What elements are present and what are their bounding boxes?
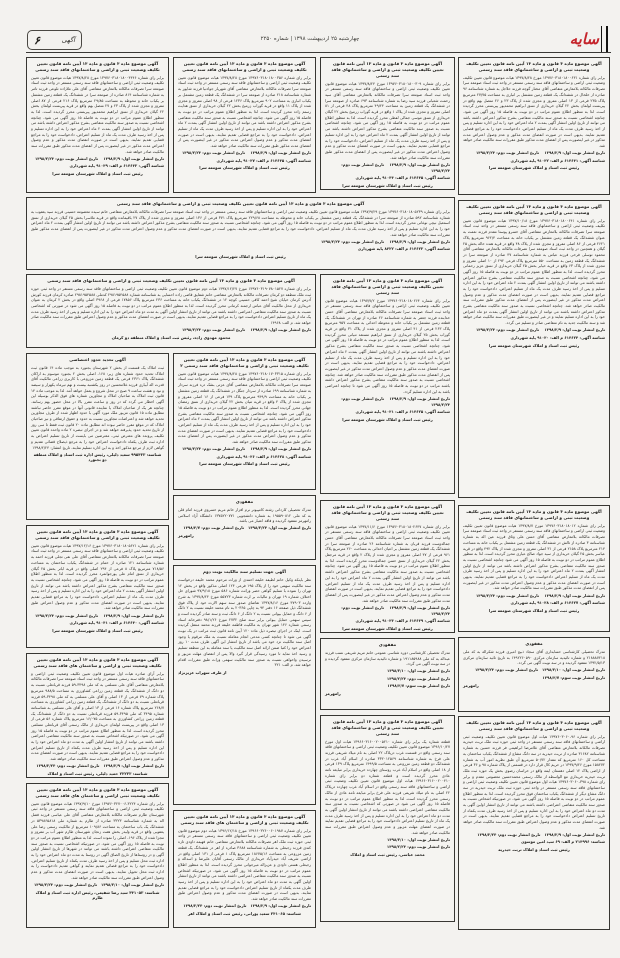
notice-dates: تاریخ انتشار نوبت اول: ۱۳۹۸/۲/۱۰ تاریخ انتشار نوبت دوم: ۱۳۹۸/۲/۲۴ <box>33 881 164 887</box>
notice-title: مفقودی <box>525 641 543 646</box>
notice-title: آگهی موضوع ماده ۳ قانون و ماده ۱۳ آیین نامه قانون تعیین تکلیف وضعیت ثبتی و اراضی و ساختمانهای فاقد سند رسمی <box>466 204 602 215</box>
notice-title: آگهی موضوع ماده ۳ قانون و ماده ۱۳ آیین نامه قانون تعیین تکلیف وضعیت ثبتی و اراضی و ساختمانهای فاقد سند رسمی <box>331 504 444 521</box>
notice-dates: تاریخ انتشار نوبت اول: ۱۳۹۸/۲/۹ تاریخ انتشار نوبت دوم: ۱۳۹۸/۲/۲۴ <box>477 831 605 837</box>
notice-body: ثبت املاک یک قسمت از بخش ۲ شهرستان بجنورد به موجب ماده ۱۴ قانون ثبت املاک تحدید حدود شماره های زیر: ۱۶۸- اصلی بخش ۲ بجنورد موسوم به اراکان ششدانگ پلاک ۲۳۶۱ فرعی یک قطعه زمین مزروعی با کاربری زراعی مالکیت آقای قدرت اله آبیاری فرزند غلامحسین در روز یکشنبه بیست و نهم تیرماه یکهزار و سیصد و نود و هشت ساعت ۹ صبح در محل شروع و بعمل خواهد آمد. لذا به موجب ماده ۱۴ قانون ثبت املاک به صاحبان املاک و مجاورین شماره های فوق الذکر بوسیله این آگهی اخطار می گردد که در روز و ساعت مقرر بالا در محل حضور بهم رسانند. چنانچه هر یک از صاحبان املاک یا نماینده قانونی آنها در موقع مقرر حاضر نباشند مطابق ماده ۱۵ قانون مزبور ملک مورد آگهی با حدود اظهار شده از طرف مجاورین تحدید خواهد شد و اعتراضات مجاورین نسبت به حدود و حقوق ارتفاقی و نیز صاحبان املاک که در موقع مقرر حاضر نبوده اند مطابق ماده ۲۰ قانون ثبت فقط تا سی روز از تاریخ تحدید حدود پذیرفته خواهد شد و در اجرای تبصره ۲ ماده واحده قانون تعیین تکلیف پرونده های معترض ثبتی، معترضین می بایست از تاریخ تسلیم اعتراض به اداره ثبت ظرف یکماه دادخواست اعتراض خود را به مرجع ذیصلاح قضائی تقدیم و گواهی لازم از مرجع مذکور اخذ و به این اداره تسلیم نمایند. تاریخ انتشار: ۱۳۹۸/۲/۲۴ <box>31 364 165 450</box>
section-label: آگهی <box>61 36 75 44</box>
notice-title: مفقودی <box>235 499 254 504</box>
lost-document-box-khosravi <box>173 495 316 560</box>
notice-body: برابر رای شماره ۱۳۹۷۶۰۳۱۸۰۱۸۰۰۴۴۴۶ مورخ ۱۳۹۷/۸/۲۸ هیات موضوع قانون تعیین تکلیف وضعیت ثبتی اراضی و ساختمانهای فاقد سند رسمی مستقر در واحد ثبت اسناد صومعه سرا تصرفات مالکانه بلامعارض متقاضی آقای علی ملازاده تلوعی فرزند تامر به شماره شناسنامه ۸۱۴ صادره از صومعه سرا در ششدانگ یک قطعه زمین مشتمل بر یکباب خانه و محوطه به مساحت ۲۹/۸۵ مترمربع پلاک ۲۱۶ فرعی از ۸۷ اصلی مفروز و مجزی شده از پلاک ۲۳ و ۲۷ متصل بهم واقع در قریه پیربست لولمان بخش ۲۲ گیلان خریداری از نسق ابراهیم محمدپور پیربستی محرز گردیده است. لذا به منظور اطلاع عموم مراتب در دو نوبت به فاصله ۱۵ روز آگهی می شود. چنانچه اشخاصی نسبت به صدور سند مالکیت متقاضی بشرح مذکور اعتراض داشته باشد می توانند از تاریخ اولین انتشار آگهی بمدت ۲ ماه اعتراض خود را به این اداره تسلیم و پس از اخذ رسید ظرف مدت یک ماه از تسلیم اعتراض، دادخواست خود را به مراجع قضایی تقدیم نمایند. بدیهی است در صورت انقضای مدت مذکور و عدم وصول اعتراض مدت مذکور در غیر اینصورت پس از انقضای مدت مذکور طبق مقررات سند مالکیت صادر خواهد شد. <box>31 74 165 154</box>
notice-title: آگهی موضوع ماده ۳ قانون و ماده ۱۳ آیین نامه قانون تعیین تکلیف وضعیت ثبتی و اراضی و ساختمانهای فاقد سند رسمی <box>35 529 160 540</box>
notice-id-line: شناسه: ۲۱۴۹۹۶ م الف: ۶۹ سید امین موسوی <box>520 839 605 845</box>
notice-dates: تاریخ انتشار نوبت اول: ۱۳۹۸/۲/۹ تاریخ انتشار نوبت دوم: ۱۳۹۸/۲/۲۴ <box>475 327 605 333</box>
notice-dates: تاریخ انتشار نوبت دوم: ۱۳۹۸/۲/۲۴ <box>386 675 450 681</box>
notice-body: برابر رای شماره ۳۲۲۴-۱۳۹۷۶۰۳۲۷۰۰۶ مورخ ۱۳۹۷/۹/۱۰ هیات موضوع قانون تعیین تکلیف وضعیت ثبتی اراضی و ساختمانهای فاقد سند رسمی مستقر در واحد ثبتی شهرستان طارم تصرفات مالکانه بلامعارض متقاضی آقای علی عباسی فرزند فضل اله به شماره شناسنامه ۳۳۲۳ صادره از طارم به شماره ملی ۵۳۹۸۶۵۸۱۸ در ششدانگ یک باب ساختمان به مساحت ۱۰۹/۸۶ مترمربع از مالکیت رسمی رضا علی یعقوبی واقع در قریه ولیدر بخش هفت زنجان شهرستان طارم شهر آب بر مفروز و مجزا شده از پلاک ۱۹۶- اصلی را نموده است. لذا به منظور اطلاع عموم مراتب در دو نوبت به فاصله ۱۵ روز آگهی می شود. در صورتیکه اشخاصی نسبت به صدور سند مالکیت متقاضی اعتراضی داشته باشند می توانند در شهرها از تاریخ انتشار اولین آگهی و در روستاها از تاریخ الصاق آگهی در روستا به مدت دو ماه اعتراض خود را به اداره ثبت محل تسلیم و پس از اخذ رسید ظرف مدت یکماه از تاریخ تسلیم اعتراض، دادخواست خود را به مراجع قضائی تقدیم نمایند و گواهی تقدیم دادخواست را به اداره ثبت محل تحویل نمایند. بدیهی است در صورت انقضای مدت مذکور و عدم وصول اعتراض طبق مقررات سند مالکیت صادر خواهد شد. <box>31 800 165 880</box>
notice-box-b1 <box>173 57 316 193</box>
notice-body: برابر رای شماره ۱۳۹۷۶۰۳۱۸۰۱۸۰۲۶۴۷ مورخ ۱۳۹۷/۱۱/۶ هیات موضوع قانون تعیین تکلیف وضعیت ثبتی اراضی و ساختمانهای فاقد سند رسمی مستقر در واحد ثبت اسناد صومعه سرا تصرفات مالکانه بلامعارض متقاضی آقای حسن جمالدوست فرزند قربان به شماره شناسنامه ۲۶ صادره از صومعه سرا در ششدانگ یک قطعه زمین مشتمل بر اعیان احداثی به مساحت ۲۶۰ مترمربع پلاک ۹۶۱ فرعی از ۴۷ اصلی مفروز و مجزی شده از پلاک ۲ واقع در قریه مرجقل بخش ۲۲ گیلان خریداری از نسق حسن جمالدوست محرز گردیده است. لذا به منظور اطلاع عموم مراتب در دو نوبت به فاصله ۱۵ روز آگهی می شود. چنانچه اشخاصی نسبت به صدور سند مالکیت متقاضی بشرح مذکور اعتراض داشته باشد می توانند از تاریخ اولین انتشار آگهی بمدت ۲ ماه اعتراض خود را به این اداره تسلیم و پس از اخذ رسید ظرف مدت یک ماه از تسلیم اعتراض، دادخواست خود را به مراجع قضایی تقدیم نمایند. بدیهی است در صورت انقضای مدت مذکور و عدم وصول اعتراض مدت مذکور در غیر اینصورت پس از انقضای مدت مذکور طبق مقررات سند مالکیت صادر خواهد شد. <box>325 523 451 603</box>
notice-title: آگهی تحدید حدود اختصاصی <box>69 357 126 362</box>
notice-box-wide-1 <box>26 197 455 270</box>
issue-date-line: چهارشنبه ۲۵ اردیبهشت ۱۳۹۸ | شماره ۲۲۵۰ <box>260 36 360 42</box>
notice-signature: رئیس ثبت اسناد و املاک شهرستان صومعه سرا <box>342 625 433 631</box>
notice-signature: رئیس ثبت اسناد و املاک شهرستان صومعه سرا <box>52 627 143 633</box>
notice-box-ahar <box>173 810 316 928</box>
notice-box-b2 <box>173 353 316 490</box>
notice-dates: تاریخ انتشار نوبت اول: ۱۳۹۸/۲/۹ تاریخ انتشار نوبت دوم: ۱۳۹۸/۲/۲۴ <box>475 150 605 156</box>
notice-dates: تاریخ انتشار نوبت اول: ۱۳۹۸/۲/۹ تاریخ انتشار نوبت دوم: ۱۳۹۸/۲/۲۴ <box>181 327 311 333</box>
notice-signature: محمد عباسی، رئیس ثبت اسناد و املاک <box>350 852 425 858</box>
notice-title: آگهی موضوع ماده ۳ قانون و ماده ۱۳ آیین نامه قانون تعیین تکلیف وضعیت ثبتی و اراضی و ساختمانهای فاقد سند رسمی <box>331 719 444 736</box>
notice-signature: از طرف سهراب عزیزنژاد <box>178 669 227 675</box>
notice-id-line: شناسه آگهی: ۶۱۴۶۲۲ م الف: ۸۳۲۲ پایه شهرداری <box>357 246 450 252</box>
notice-box-boundary-bojnord <box>26 353 169 520</box>
notice-signature: رامهرمز <box>325 691 341 697</box>
notice-signature: رئیس ثبت اسناد و املاک شهرستان صومعه سرا <box>342 182 433 188</box>
notice-body: برابر رای شماره ۱۳۹۶۶۰۳۲۶۰۰۶۰۱۹۸۷ مورخ ۱۳۹۶/۱۲/۱۸ هیات دوم موضوع قانون تعیین تکلیف وضعیت ثبتی اراضی و ساختمانهای فاقد سند رسمی مستقر در واحد ثبتی حوزه ثبت ملک اهر تصرفات مالکانه بلامعارض متقاضی خانم فهیمه داودی تازه کندی فرزند رجبعلی به شماره شناسنامه ۳۶۸۸ صادره از اهر در ششدانگ یک قطعه زمین مزروعی به مساحت ۱۸۶۷۵/۱۶ مترمربع پلاک ۱ فرعی از ۱۳۱ اصلی واقع در اراضی شریف آباد حیدرآباد خریداری از مالک رسمی آقایان علیرضا و اسداله و رجبعلی هستی داودی و عزیزاله میرجوانی محرز گردیده است. لذا به منظور اطلاع عموم مراتب در دو نوبت به فاصله ۱۵ روز آگهی می شود. در صورتیکه اشخاص نسبت به صدور سند مالکیت متقاضی اعتراضی داشته باشند می توانند از تاریخ انتشار اولین آگهی به مدت دو ماه اعتراض خود را به این اداره تسلیم و پس از اخذ رسید ظرف مدت یکماه از تاریخ تسلیم اعتراض دادخواست خود را به مراجع قضایی تقدیم نمایند. بدیهی است در صورت انقضای مدت مذکور و عدم وصول اعتراض طبق مقررات سند مالکیت صادر خواهد شد. <box>178 827 311 901</box>
notice-signature: رئیس ثبت اسناد و املاک شهرستان صومعه سرا <box>488 607 580 613</box>
notice-box-a6 <box>26 653 169 778</box>
notice-box-torbat-heydarieh <box>458 716 610 930</box>
notice-title: آگهی موضوع ماده ۳ قانون و ماده ۱۳ آیین نامه قانون تعیین تکلیف وضعیت ثبتی و اراضی و ساختمان های فاقد سند رسمی <box>180 814 309 825</box>
notice-signature: رئیس ثبت اسناد و املاک شهرستان صومعه سرا <box>342 416 433 422</box>
notice-id-line: شناسه آگهی: ۶۱۴۶۳۵ م الف: ۹۱۰۳۷ پایه شهرداری <box>216 157 311 163</box>
notice-dates: تاریخ انتشار نوبت اول: ۱۳۹۸/۲/۹ تاریخ انتشار نوبت دوم: ۱۳۹۸/۲/۲۴ <box>475 592 605 598</box>
notice-body: برابر آرای صادره هیات اول موضوع قانون تعیین تکلیف وضعیت ثبتی اراضی و ساختمانهای فاقد سند رسمی مستقر در واحد ثبت اسناد صومعه سرا تصرفات مالکانه بلامعارض متقاضی آقای علی مسلمی به کد ملی ۳۴۹۸-۵۹ فرزند قربانعلی نسبت به دو دانگ از ششدانگ یک قطعه زمین زراعی کشاورزی به مساحت ۹۸۸/۵ مترمربع پلاک شماره ۷۹ فرعی از ۱۳ اصلی و آقای علی مسلمی به کد ملی ۳۴۹۸-۵۹ فرزند قربانعلی نسبت به دو دانگ از ششدانگ یک قطعه زمین زراعی کشاورزی به مساحت ۲۶۸/۷ مترمربع پلاک شماره ۱۶ فرعی از ۱۳ اصلی و آقای علی مسلمی به شناسنامه شماره ۳۴۹۵ کد ملی ۳۴۹۵-۵۹ فرزند قربانعلی نسبت به دو دانگ از ششدانگ یک قطعه زمین زراعی کشاورزی به مساحت ۱۶/۰۷۵ مترمربع پلاک شماره ۵۶ فرعی از ۱۳ اصلی واقع در پیربست لولمان خریداری از مالک رسمی آقای قربانعلی مسلمی محرز گردیده است. لذا به منظور اطلاع عموم مراتب در دو نوبت به فاصله ۱۵ روز آگهی می شود. در صورتیکه اشخاص نسبت به صدور سند مالکیت متقاضی اعتراضی داشته باشند می توانند از تاریخ انتشار اولین آگهی به مدت دو ماه اعتراض خود را به این اداره تسلیم و پس از اخذ رسید ظرف مدت یکماه از تاریخ تسلیم اعتراض دادخواست خود را به مراجع قضایی تقدیم نمایند. بدیهی است در صورت انقضای مدت مذکور و عدم وصول اعتراض طبق مقررات سند مالکیت صادر خواهد شد. <box>31 670 164 762</box>
notice-signature: شناسه: ۲۴۱۰۶۵ سعید پورانی، رئیس ثبت اسناد و املاک اهر <box>188 911 301 917</box>
notice-dates: تاریخ انتشار نوبت اول: ۱۳۹۸/۲/۱۰ <box>387 668 450 674</box>
page-number-label: ۶ <box>34 33 40 47</box>
notice-box-d3 <box>458 505 610 632</box>
notice-signature: شناسه: ۴۴۱۰۵۳ سید رضا شفیعی، رئیس اداره ثبت اسناد و املاک طارم <box>35 889 160 900</box>
notice-signature: رئیس ثبت اسناد و املاک شهرستان صومعه سرا <box>195 254 286 260</box>
notice-box-tarom <box>26 783 169 928</box>
notice-id-line: شناسه آگهی: ۶۱۴۶۴۰ م الف: ۹۱۰۴۱ پایه شهرداری <box>69 619 164 625</box>
notice-title: آگهی موضوع ماده ۳ قانون و ماده ۱۳ آیین نامه قانون تعیین تکلیف وضعیت ثبتی و اراضی و ساختمانهای فاقد سند رسمی <box>331 61 444 78</box>
lost-document-box-zabih-amiri <box>458 637 610 712</box>
notice-dates: تاریخ انتشار نوبت اول: ۱۳۹۸/۲/۹ تاریخ انتشار نوبت دوم: ۱۳۹۸/۲/۲۴ <box>341 395 450 407</box>
notice-dates: تاریخ انتشار نوبت اول: ۱۳۹۸/۲/۹ تاریخ انتشار نوبت دوم: ۱۳۹۸/۲/۲۴ <box>36 763 164 769</box>
notice-body: مدرک تحصیلی کاردانی رشته کامپیوتر نرم افزار خانم مریم خسروی فرزند امام قلی به کد ملی ۱۹۵۵۹۰۸۱۲ به شماره دانشجویی ۱۳۷۵۲۲۰۷۷۱ دانشگاه آزاد اسلامی رامهرمز مفقود گردیده و فاقد اعتبار می باشد. <box>178 506 311 524</box>
notice-body: برابر رای شماره ۱۳۹۷۶۰۳۱۸۰۱۸۰۲۶۴ مورخ ۱۳۹۷/۷/۲ هیات موضوع قانون تعیین تکلیف وضعیت ثبتی اراضی و ساختمانهای فاقد سند رسمی مستقر در واحد ثبت اسناد صومعه سرا تصرفات مالکانه بلامعارض متقاضی آقای حسن خدابنده فرزند جعفر به شماره شناسنامه ۲۶ صادره از تهران در ششدانگ یک قطعه زمین مشتمل بر یکباب خانه و محوطه احداثی به مساحت ۹۵۷ مترمربع پلاک ۲۶۳ فرعی از ۴۱ اصلی مفروز و مجزی شده از پلاک ۳۱ واقع در قریه گوراب بخش ۲۵ گیلان خریداری از نسق ابراهیم مستعد تنیانی محرز گردیده است. لذا به منظور اطلاع عموم مراتب در دو نوبت به فاصله ۱۵ روز آگهی می شود. چنانچه اشخاصی نسبت به صدور سند مالکیت متقاضی بشرح مذکور اعتراض داشته باشند می توانند از تاریخ اولین انتشار آگهی بمدت ۲ ماه اعتراض خود را به این اداره تسلیم و پس از اخذ رسید ظرف مدت یک ماه از تسلیم اعتراض، دادخواست خود را به مراجع قضایی تقدیم نمایند. بدیهی است در صورت انقضای مدت مذکور و عدم وصول اعتراض مدت مذکور در غیر اینصورت پس از انقضای مدت مذکور طبق مقررات سند مالکیت صادر خواهد شد. چنانچه اشخاصی نسبت به صدور سند مالکیت متقاضی بشرح مذکور اعتراض داشته باشند مراتب در دو نوبت به فاصله ۱۵ روز آگهی می شود تا چنانچه اعتراضی باشد به این اداره تسلیم گردد. <box>325 297 451 394</box>
notice-id-line: شناسه آگهی: ۶۱۴۶۲۵ م الف: ۹۱۰۳۱ پایه شهرداری <box>355 409 450 415</box>
notice-body: برابر رای شماره ۱۳۹۷۶۰۳۱۸۰۱۸۰۰۶۳۱ مورخ ۱۳۹۷/۸/۲۸ هیات موضوع قانون تعیین تکلیف وضعیت ثبتی اراضی و ساختمانهای فاقد سند رسمی مستقر در واحد ثبت اسناد صومعه سرا تصرفات مالکانه بلامعارض متقاضی آقای مختار گوچه فرزند حلاجل به شماره شناسنامه ۹۶ صادره از خلخال در ششدانگ یک قطعه زمین مشتمل بر انباری به مساحت ۲۷/۷۵ مترمربع پلاک ۲۳۵ فرعی از ۱۳ اصلی مفروز و مجزی شده از پلاک ۲۳ و ۲۶ متصل بهم واقع در پیربست لولمان بخش ۲۲ گیلان خریداری از نسق ابراهیم محمدپور پیربستی محرز گردیده است. لذا به منظور اطلاع عموم مراتب در دو نوبت به فاصله ۱۵ روز آگهی می شود. چنانچه اشخاصی نسبت به صدور سند مالکیت متقاضی بشرح مذکور اعتراض داشته باشد می توانند از تاریخ اولین انتشار آگهی بمدت ۲ ماه اعتراض خود را به این اداره تسلیم و پس از اخذ رسید ظرف مدت یک ماه از تسلیم اعتراض، دادخواست خود را به مراجع قضایی تقدیم نمایند. بدیهی است در صورت انقضای مدت مذکور و عدم وصول اعتراض مدت مذکور در غیر اینصورت پس از انقضای مدت مذکور طبق مقررات سند مالکیت صادر خواهد شد. <box>463 74 606 148</box>
notice-box-d2 <box>458 200 610 498</box>
notice-id-line: شناسه آگهی: ۶۱۴۶۲۸ م الف: ۹۱۰۳۶ پایه شهرداری <box>216 453 311 459</box>
notice-id-line: شناسه آگهی: ۶۱۴۶۴۱ م الف: ۹۱۰۳۲ پایه شهرداری <box>510 157 605 163</box>
notice-id-line: شناسه آگهی: ۶۱۴۶۳۲ م الف: ۹۱۰۳۹ پایه شهرداری <box>69 163 164 169</box>
notice-title: آگهی موضوع ماده ۳ قانون و ماده ۱۳ آیین نامه قانون تعیین تکلیف وضعیت ثبتی و اراضی و ساختمانهای فاقد سند رسمی ۲ <box>180 357 309 368</box>
newspaper-logo: سایه <box>569 30 599 48</box>
notice-signature: شناسه: ۲۲۲۲۳ حمید دلیلی، رئیس ثبت اسناد و املاک <box>47 771 148 777</box>
notice-title: آگهی موضوع ماده ۳ قانون و ماده ۱۳ آیین نامه قانون تعیین تکلیف وضعیت ثبتی و اراضی و ساختمانهای فاقد سند رسمی <box>331 278 444 295</box>
notice-box-d1 <box>458 57 610 195</box>
notice-title: مفقودی <box>378 642 397 647</box>
notice-signature: رئیس ثبت اسناد و املاک شهرستان صومعه سرا <box>488 165 580 171</box>
notice-signature: رئیس ثبت اسناد و املاک تربت حیدریه <box>498 847 570 853</box>
notice-body: برابر رای شماره ۱۳۹۷۶۰۳۱۸۰۱۷۰۳۳۱۵ مورخ ۱۳۹۷/۸/۲۸ هیات موضوع قانون تعیین تکلیف وضعیت ثبتی اراضی و ساختمانهای فاقد سند رسمی مستقر در واحد ثبت اسناد صومعه سرا تصرفات مالکانه بلامعارض متقاضی آقای عزتی بشک دره فرزند سردار به شماره شناسنامه ۱۹۹ صادره از سردار جنگل در ششدانگ یک قطعه زمین مشتمل بر یکباب خانه به مساحت ۹۴۹/۹ مترمربع پلاک ۱۳۹ فرعی از ۱۶ اصلی مفروز و مجزی شده از پلاک ۴ واقع در قریه تنیان بخش ۲۲ گیلان خریداری از نسق رمضان جهانی محرز گردیده است. لذا به منظور اطلاع عموم مراتب در دو نوبت به فاصله ۱۵ روز آگهی می شود. چنانچه اشخاصی نسبت به صدور سند مالکیت متقاضی بشرح مذکور اعتراض داشته باشد می توانند از تاریخ اولین انتشار آگهی بمدت ۲ ماه اعتراض خود را به این اداره تسلیم و پس از اخذ رسید ظرف مدت یک ماه از تسلیم اعتراض، دادخواست خود را به مراجع قضایی تقدیم نمایند. بدیهی است در صورت انقضای مدت مذکور و عدم وصول اعتراض مدت مذکور در غیر اینصورت پس از انقضای مدت مذکور طبق مقررات سند مالکیت صادر خواهد شد. <box>178 370 312 444</box>
notice-dates: تاریخ انتشار نوبت دوم: ۱۳۹۸/۲/۲۴ <box>386 844 450 850</box>
notice-title: آگهی موضوع ماده ۳ قانون و ماده ۱۳ آیین نامه قانون تعیین تکلیف وضعیت ثبتی اراضی و ساختمان های فاقد سند رسمی <box>35 787 160 798</box>
notice-id-line: شناسه آگهی: ۶۱۴۶۳۹ م الف: ۹۱۰۳۳ پایه شهرداری <box>355 618 450 623</box>
notice-box-eslamabad <box>320 715 455 922</box>
notice-dates: تاریخ انتشار نوبت اول: ۱۳۹۸/۲/۹ تاریخ انتشار نوبت دوم: ۱۳۹۸/۲/۲۴ <box>34 155 164 161</box>
notice-body: مدرک تحصیلی کارشناسی دوره شناسی عمومی خانم مریم شریفی نسب فرزند عبداله به کد ملی ۱۹۱۱۸۵۹۸۸ و شماره تائیدیه سازمان مرکزی مفقود گردیده و در سه نوبت آگهی می گردد. <box>325 649 451 667</box>
notice-dates: تاریخ انتشار نوبت اول: ۱۳۹۸/۲/۹ تاریخ انتشار نوبت دوم: ۱۳۹۸/۲/۲۴ <box>183 903 311 909</box>
notice-title: آگهی موضوع ماده ۳ قانون و ماده ۱۳ آیین نامه قانون تعیین تکلیف وضعیت ثبتی و اراضی و ساختمانهای فاقد سند رسمی <box>47 278 295 283</box>
notice-signature: شناسه: ۹۹۵۴۳۳ سعید دلیلی، رئیس اداره ثبت اسناد و املاک منطقه دو بجنورد <box>33 452 162 463</box>
notice-dates: تاریخ انتشار نوبت اول: ۱۳۹۸/۲/۹ تاریخ انتشار نوبت دوم: ۱۳۹۸/۲/۲۴ <box>181 446 311 452</box>
notice-box-a5 <box>26 525 169 648</box>
notice-body: برابر رای شماره ۱۳۹۷۶۰۳۱۸۰۱۸۰۰۳۵۶ مورخ ۱۳۹۷/۸/۲۸ هیات موضوع قانون تعیین تکلیف وضعیت ثبتی اراضی و ساختمانهای فاقد سند رسمی مستقر در واحد ثبت اسناد صومعه سرا تصرفات مالکانه بلامعارض متقاضی آقای شهریار جوادنیا فرزند شاپور به شماره شناسنامه ۲۱۸ صادره از صومعه سرا در ششدانگ یک قطعه زمین مشتمل بر یکباب انباری به مساحت ۹۰۲ مترمربع پلاک ۱۲۳۶ فرعی از ۹۸ اصلی مفروز و مجزی شده از پلاک ۱۱ واقع در قریه گوراب زرمیخ بخش ۲۲ گیلان خریداری از نسق هدایت رستم زاده محرز گردیده است. لذا به منظور اطلاع عموم مراتب در دو نوبت به فاصله ۱۵ روز آگهی می شود. چنانچه اشخاصی نسبت به صدور سند مالکیت متقاضی بشرح مذکور اعتراض داشته باشد می توانند از تاریخ اولین انتشار آگهی بمدت ۲ ماه اعتراض خود را به این اداره تسلیم و پس از اخذ رسید ظرف مدت یک ماه از تسلیم اعتراض، دادخواست خود را به مراجع قضایی تقدیم نمایند. بدیهی است در صورت انقضای مدت مذکور و عدم وصول اعتراض مدت مذکور در غیر اینصورت پس از انقضای مدت مذکور طبق مقررات سند مالکیت صادر خواهد شد. <box>178 74 312 148</box>
notice-title: آگهی موضوع ماده ۳ قانون و ماده ۱۳ آیین نامه قانون تعیین تکلیف وضعیت ثبتی و اراضی و ساختمانهای فاقد سند رسمی <box>466 61 602 72</box>
notice-title: آگهی موضوع ماده ۳ قانون و ماده ۱۳ آیین نامه قانون تعیین تکلیف وضعیت ثبتی و اراضی و ساختمانهای فاقد سند رسمی <box>466 509 602 520</box>
notice-signature: محمود مهدوی زاده، رئیس ثبت اسناد و املاک منطقه دو کرمان <box>111 335 231 341</box>
notice-body: برابر رای شماره ۹۶-۱۳۹۷۶۰۳۰۶۰ هیات اول موضوع قانون تعیین تکلیف وضعیت ثبتی اراضی و ساختمانهای فاقد سند رسمی مستقر در واحد ثبتی حوزه ثبت ملک تربت حیدریه تصرفات مالکانه بلامعارض متقاضی آقای غلامرضا ابراهیمی فر فرزند حسین به شماره شناسنامه ۳۱۶۸۲ صادره از تربت حیدریه در سه دانگ مشاع از ششدانگ یکباب ساختمان به مساحت کل ۱۶۰ مترمربع که مقدار ۵۰/۷۲ مترمربع آن طبق نظریه امور آب به شماره ۱۵۸۲۷۲ مورخ ۱۳۹۷/۹/۲۶ در حریم کال قرار دارد در قسمتی از پلاک شماره ۹۸ و ۳۶ فرعی از اراضی پلاک ۱۲ اصلی دهستان ایمه واقع در خراسان رضوی بخش یک حوزه ثبت ملک تربت حیدریه خریداری مع الواسطه از مالک رسمی محمدحسین معصومی مقدم و برابر رای شماره ۳۹۸-۱۳۹۷۶۰۳۰۶۰ هیات اول موضوع قانون تعیین تکلیف وضعیت ثبتی اراضی و ساختمانهای فاقد سند رسمی مستقر در واحد ثبتی حوزه ثبت ملک تربت حیدریه در سه دانگ مشاع دیگر از ششدانگ یکباب ساختمان فوق محرز گردیده است. لذا به منظور اطلاع عموم مراتب در دو نوبت به فاصله ۱۵ روز آگهی می شود. در صورتیکه اشخاص نسبت به صدور سند مالکیت متقاضی اعتراضی داشته باشند می توانند از تاریخ انتشار اولین آگهی به مدت دو ماه اعتراض خود را به این اداره تسلیم و پس از اخذ رسید ظرف مدت یکماه از تاریخ تسلیم اعتراض دادخواست خود را به مراجع قضایی تقدیم نمایند. بدیهی است در صورت انقضای مدت مذکور و عدم وصول اعتراض طبق مقررات سند مالکیت صادر خواهد شد. <box>463 733 605 830</box>
notice-id-line: شناسه آگهی: ۶۱۴۶۴۵ م الف: ۹۱۰۴۴ پایه شهرداری <box>355 175 450 180</box>
header-rule <box>26 52 611 53</box>
notice-body: برابر رای شماره ۱۳۹۷۶۰۳۱۸۰۱۸۰۰۶۴۱ مورخ ۱۳۹۷/۱۰/۱۸ هیات موضوع قانون تعیین تکلیف وضعیت ثبتی اراضی و ساختمانهای فاقد سند رسمی مستقر در واحد ثبت اسناد صومعه سرا تصرفات مالکانه بلامعارض متقاضی آقای خسرو پوستا مقدم فرزند نعمت به عنوان ششدانگ یک قطعه زمین مشتمل بر یکباب خانه به مساحت ۹۶۲/۴ مترمربع پلاک ۲۶۲۱ فرعی از ۸۶ اصلی مفروز و مجزی شده از پلاک ۴۸ واقع در قریه هنده خاله بخش ۲۵ گیلان و همچنین در واحد ثبت اسناد صومعه سرا تصرفات مالکانه بلامعارض متقاضی آقای محمود توسلی فرخی فرزند عباس به شماره شناسنامه ۴۷ صادره از صومعه سرا در ششدانگ یک قطعه زمین به مساحت ۵۵۰ مترمربع پلاک فرعی ۲۹۲ از ۱۰ اصلی مفروز و مجزی شده از پلاک ۶۳ واقع در قریه خیابر بخش ۲۵ گیلان خریداری از نسق عزیز رحمانی محرز گردیده است. لذا به منظور اطلاع عموم مراتب در دو نوبت به فاصله ۱۵ روز آگهی می شود. چنانچه اشخاصی نسبت به صدور سند مالکیت متقاضی بشرح مذکور اعتراض داشته باشند می توانند از تاریخ اولین انتشار آگهی بمدت ۲ ماه اعتراض خود را به این اداره تسلیم و پس از اخذ رسید ظرف مدت یک ماه از تسلیم اعتراض، دادخواست خود را به مراجع قضایی تقدیم نمایند. بدیهی است در صورت انقضای مدت مذکور و عدم وصول اعتراض مدت مذکور در غیر اینصورت پس از انقضای مدت مذکور طبق مقررات سند مالکیت صادر خواهد شد. چنانچه اشخاصی نسبت به صدور سند مالکیت متقاضی بشرح مذکور اعتراض داشته باشند می توانند از تاریخ اولین انتشار آگهی بمدت دو ماه اعتراض خود را به این اداره تسلیم نمایند و در غیر اینصورت طبق مقررات سند مالکیت صادر خواهد شد و سند مالکیت جدید به نام متقاضی صادر و تسلیم می گردد. <box>463 217 606 326</box>
notice-box-c3 <box>320 500 455 633</box>
notice-dates: تاریخ انتشار نوبت سوم: ۱۳۹۸/۳/۷ <box>387 683 450 689</box>
notice-id-line: شناسه آگهی: ۶۱۴۶۲۴ م الف: ۹۱۰۳۰ پایه شهرداری <box>510 334 605 340</box>
notice-body: برابر رای شماره ۱۳۹۷۶۰۳۱۹۰۷۸۰۱۵۲۷ مورخ ۱۳۹۷/۱۲/۲۷ هیات دوم موضوع قانون تعیین تکلیف وضعیت ثبتی اراضی و ساختمانهای فاقد سند رسمی مستقر در واحد ثبتی حوزه ثبت ملک منطقه دو کرمان تصرفات مالکانه بلامعارض متقاضی خانم شقایق قاضی زاده احسایی به شناسنامه شماره ۲۹۸۱۹۵۴۵۸۸ کدملی ۲۹۸۱۹۵۴۵۸۸ صادره کرمان فرزند کورش آدرس کرمان خیابان شیخ احمد کافی حسینی کوچه ۱۲ در ششدانگ یکباب خانه به مساحت ۲۳۶ مترمربع پلاک ۱۷۸۵۶ فرعی از ۳۹۶۸ اصلی واقع در بخش ۲ کرمان به عنوان خریداری از محل مالکیت آقای عباس ارجمند کرمانی محرز گردیده است. لذا به منظور اطلاع عموم مراتب در دو نوبت به فاصله ۱۵ روز آگهی می شود در صورتی که اشخاصی نسبت به صدور سند مالکیت متقاضی اعتراضی داشته باشند می توانند از تاریخ انتشار اولین آگهی به مدت دو ماه اعتراض خود را به این اداره تسلیم و پس از اخذ رسید ظرف مدت یک ماه از تاریخ تسلیم اعتراض دادخواست خود را به مراجع قضایی تقدیم نمایند. بدیهی است در صورت انقضای مدت مذکور و عدم وصول اعتراض طبق مقررات سند مالکیت صادر خواهد شد. م الف: ۱۴۹۶۸ <box>31 285 312 325</box>
notice-title: آگهی جهت تسلیم سند مالکیت نوبت دوم <box>203 569 286 574</box>
notice-body: برابر رای شماره ۱۳۹۷۶۰۳۱۸۰۱۸۰۰۳۰۹ مورخ ۱۳۹۷/۸/۲۴ هیات موضوع قانون تعیین تکلیف وضعیت ثبتی اراضی و ساختمانهای فاقد سند رسمی مستقر در واحد ثبت اسناد صومعه سرا تصرفات مالکانه بلامعارض متقاضی آقای سید رحمت شعبانی فرزند سید رضا به شماره شناسنامه ۶۹۳ صادره از صومعه سرا در ششدانگ یک قطعه زمین به مساحت ۴۹/۲۴ مترمربع پلاک ۴۸ فرعی از ۸۱ اصلی مفروز و مجزی شده از پلاک ۱ واقع در قریه گوراب زرمیخ بخش ۲۲ گیلان خریداری از نسق موسی جمالی لفظی محرز گردیده است. لذا به منظور اطلاع عموم مراتب در دو نوبت به فاصله ۱۵ روز آگهی می شود. چنانچه اشخاصی نسبت به صدور سند مالکیت متقاضی بشرح مذکور اعتراض داشته باشد می توانند از تاریخ اولین انتشار آگهی بمدت ۲ ماه اعتراض خود را به این اداره تسلیم و پس از اخذ رسید ظرف مدت یک ماه از تسلیم اعتراض، دادخواست خود را به مراجع قضایی تقدیم نمایند. بدیهی است در صورت انقضای مدت مذکور و عدم وصول اعتراض مدت مذکور در غیر اینصورت پس از انقضای مدت مذکور طبق مقررات سند مالکیت صادر خواهد شد. <box>325 80 451 160</box>
notice-signature: رئیس ثبت اسناد و املاک شهرستان صومعه سرا <box>488 342 580 348</box>
notice-box-c2 <box>320 274 455 494</box>
notice-signature: رامهرمز <box>463 682 479 688</box>
notice-dates: تاریخ انتشار نوبت اول: ۱۳۹۸/۲/۹ تاریخ انتشار نوبت دوم: ۱۳۹۸/۲/۲۴ <box>34 612 164 618</box>
notice-title: آگهی موضوع ماده ۳ قانون و ماده ۱۳ آیین نامه قانون تعیین تکلیف وضعیت ثبتی و اراضی و ساختمانهای فاقد سند رسمی <box>35 61 160 72</box>
notice-dates: تاریخ انتشار نوبت اول: ۱۳۹۸/۲/۲۴ تاریخ انتشار نوبت دوم: ۱۳۹۸/۳/۷ <box>183 525 311 531</box>
notice-body: برابر رای شماره ۱۳۹۷۶۰۳۱۸۰۱۸۰۵۲۳۹ مورخ ۱۳۹۷/۹/۲۹ هیات موضوع قانون تعیین تکلیف وضعیت ثبتی اراضی و ساختمانهای فاقد سند رسمی مستقر در واحد ثبت اسناد صومعه سرا تصرفات مالکانه بلامعارض متقاضی خانم سیده معصومه حسینی فرزند سید یعقوب به شماره شناسنامه ۵۹۲ صادره از صومعه سرا در ششدانگ یک قطعه زمین مشتمل بر یکباب خانه و محوطه به مساحت ۲۲۹/۶۸ مترمربع پلاک ۳۷۱ فرعی از ۱۳۶ اصلی مفروز و مجزی شده از پلاک ۲۷ باقیمانده واقع در قریه ملاسرا بخش ۲۵ گیلان خریداری از نسق اسمعیل نیچی نوغانی محرز گردیده است. لذا به منظور اطلاع عموم مراتب در دو نوبت به فاصله ۱۵ روز آگهی می شود. چنانچه اشخاصی نسبت به صدور سند مالکیت متقاضی بشرح مذکور اعتراض داشته باشد می توانند از تاریخ اولین انتشار آگهی بمدت ۲ ماه اعتراض خود را به این اداره تسلیم و پس از اخذ رسید ظرف مدت یک ماه از تسلیم اعتراض، دادخواست خود را به مراجع قضایی تقدیم نمایند. بدیهی است در صورت انقضای مدت مذکور و عدم وصول اعتراض مدت مذکور در غیر اینصورت پس از انقضای مدت مذکور طبق مقررات سند مالکیت صادر خواهد شد. <box>31 208 451 237</box>
notice-body: مدرک تحصیلی کارشناسی حسابداری آقای سجاد ذبیح امیری فرزند شکراله به کد ملی ۲۱۸۸۸۷۲۱۸ و شماره تائیدیه سازمان مرکزی ۱۴۹۲۲۶۰۵۹۰ به تاریخ تائید سازمان مرکزی ۱۳۹۲/۵/۱۳ مفقود گردیده و در سه نوبت آگهی می گردد. <box>463 648 605 666</box>
notice-body: نظر باینکه وکیل خانم لطیفه خلیفه احمدی از وراث مرحوم محمد خلیفه درخواست سند مالکیت سهمی خود را از پلاک ۱۹۵ فرعی ۱۲۴ اصلی مذکور واقع در بخش ۱۲ تهران را نموده با تسلیم گواهی حصر وراثت شماره ۵۸۶ مورخ ۹۷/۹/۱۸ شورای حل اختلاف شماره ۱۹ تهران و مالیات بر ارث شماره ۵۵۷۲۳ مورخ ۱۳۹۷/۸/۲۴ به شرح وارده ۴۷۹۰۳ مورخ ۱۳۹۷/۸/۱۶ تقاضای صدور سند سهم الارث خود از پلاک فوق ششدانگ ذیل صفحه ۱۶ دفتر ۹۴ به چاپی ۲۰۳۶۵ به نام محمد خلیفه نسبت به ۲ دانگ از ۶ دانگ و حمایل بیوانی نسبت به ۲ دانگ از ۶ دانگ ثبت و سند صادر گردیده است و سپس سهمی حمایل بیوانی برابر سند صلح ۲۷۳۲ مورخ ۹۸/۱/۲۶ دفترخانه اسناد رسمی شماره ۱۴۶ شهر تهران به مالکیت فاطمه خلیفه فرزند محمد منتقل گردیده است. اینک در اجرای تبصره ذیل ماده ۱۲۰ آیین نامه قانون ثبت مراتب در یک نوبت آگهی می شود تا چنانچه کسی مدعی انجام معامله نسبت به ملک مرقوم یا وجود اصل سند مالکیت نزد خود می باشد از تاریخ انتشار این آگهی ظرف مدت ۱۰ روز اعتراض خود را کتبا ضمن ارائه اصل سند مالکیت یا سند معامله به این منطقه تسلیم و رسید اخذ نماید تا مورد رسیدگی قرار گیرد والا پس از انقضای مهلت مزبور و نرسیدن واخواهی نسبت به صدور سند مالکیت سهمی وراث طبق مقررات اقدام خواهد شد. م الف: ۳۲۱ <box>178 576 312 668</box>
lost-document-box-sharifi <box>320 638 455 710</box>
notice-body: قطعه شماره یک برابر رای شماره ۱۳۹۶۶۰۳۱۶۰۰۲۰۰۵۲۱۰ هیات اول مورخ ۱۳۹۶/۱۰/۲۷ موضوع قانون تعیین تکلیف وضعیت ثبتی اراضی و ساختمانهای فاقد سند رسمی واقع در قسمت غرب دریلاک ۲۲ اصلی به نام میلاد شریفی فرزند علی فرخ به شماره شناسنامه ۳۳۲۰۱۲۵۶۹ صادره از اسلام آباد غرب در ششدانگ دو قطعه زمین مزروعی به مساحت ۱۴۹۹/۵ مترمربع پلاک ۱۳۹ فرعی از ۱۸ اصلی واقع در اسلام آباد غرب روستای چهارده خریداری برابر مبایعه نامه عادی محرز گردیده است و قطعه شماره دو برابر رای شماره ۱۳۹۶۶۰۳۱۶۰۰۲۰۰۴۱۰ هیات اول موضوع قانون تعیین تکلیف وضعیت ثبتی اراضی و ساختمانهای فاقد سند رسمی واقع در اسلام آباد غرب چهارده دریلاک ۲۲ اصلی به نام میلاد شریفی فرزند علی فرخ برابر مبایعه نامه عادی از مالک رسمی محرز گردیده است. لذا به منظور اطلاع عموم مراتب در دو نوبت به فاصله ۱۵ روز آگهی می شود در صورتی که اشخاصی نسبت به صدور سند مالکیت متقاضی اعتراضی داشته باشند می توانند از تاریخ انتشار اولین آگهی به مدت دو ماه اعتراض خود را به این اداره تسلیم و پس از اخذ رسید ظرف مدت یک ماه از تاریخ تسلیم اعتراض دادخواست خود را به مراجع قضایی تقدیم نمایند در صورت انقضای مهلت مزبور و عدم وصول اعتراض طبق مقررات سند مالکیت صادر خواهد شد. <box>325 738 450 835</box>
notice-box-wide-2 <box>26 274 316 348</box>
notice-dates: تاریخ انتشار نوبت اول: ۱۳۹۸/۲/۹ تاریخ انتشار نوبت دوم: ۱۳۹۸/۲/۲۴ <box>341 604 450 616</box>
notice-dates: تاریخ انتشار نوبت اول: ۱۳۹۸/۲/۹ تاریخ انتشار نوبت دوم: ۱۳۹۸/۲/۲۴ <box>181 150 311 156</box>
notice-signature: رئیس ثبت اسناد و املاک شهرستان صومعه سرا <box>199 461 290 467</box>
notice-title: آگهی موضوع ماده ۳ قانون و ماده ۱۳ آیین نامه قانون تعیین تکلیف وضعیت ثبتی و اراضی و ساختمانهای فاقد سند رسمی <box>116 201 365 206</box>
section-page-label <box>27 30 82 50</box>
notice-id-line: شناسه آگهی: ۶۱۴۶۲۷ م الف: ۹۱۰۳۸ پایه شهرداری <box>510 599 605 605</box>
notice-signature: رئیس ثبت اسناد و املاک شهرستان صومعه سرا <box>52 171 143 177</box>
notice-box-a1 <box>26 57 169 193</box>
notice-title: آگهی موضوع ماده ۳ قانون و ماده ۱۳ آیین نامه قانون تعیین تکلیف وضعیت ثبتی و اراضی و ساختمانهای فاقد سند رسمی <box>466 720 602 731</box>
notice-signature: رئیس ثبت اسناد و املاک شهرستان صومعه سرا <box>199 165 290 171</box>
notice-dates: تاریخ انتشار نوبت اول: ۱۳۹۸/۲/۹ تاریخ انتشار نوبت دوم: ۱۳۹۸/۲/۲۴ <box>320 238 450 244</box>
notice-title: آگهی موضوع ماده ۳ قانون و ماده ۱۳ آیین نامه قانون تعیین تکلیف وضعیت ثبتی و اراضی و ساختمانهای فاقد سند رسمی <box>182 61 307 72</box>
notice-body: برابر رای شماره ۱۳۹۷۶۰۳۱۸۰۱۸۰۵۶۲۱ مورخ ۱۳۹۷/۱۲/۱۶ هیات موضوع قانون تعیین تکلیف وضعیت ثبتی اراضی و ساختمانهای فاقد سند رسمی مستقر در واحد ثبت اسناد صومعه سرا تصرفات مالکانه بلامعارض متقاضی آقای علی نقی تجلی فرزند احمد به شماره شناسنامه ۱۲۱ صادره از خمام در ششدانگ یکباب ساختمان به مساحت ۷۱۸/۵۶ مترمربع پلاک ۸ فرعی از ۲۹۴ اصلی واقع در قریه اباتر بخش ۲۵ گیلان خریداری از نسق امام علی پورجوانمرد محرز گردیده است. لذا به منظور اطلاع عموم مراتب در دو نوبت به فاصله ۱۵ روز آگهی می شود. چنانچه اشخاصی نسبت به صدور سند مالکیت متقاضی بشرح مذکور اعتراض داشته باشد می توانند از تاریخ اولین انتشار آگهی بمدت ۲ ماه اعتراض خود را به این اداره تسلیم و پس از اخذ رسید ظرف مدت یک ماه از تسلیم اعتراض، دادخواست خود را به مراجع قضایی تقدیم نمایند. بدیهی است در صورت انقضای مدت مذکور و عدم وصول اعتراض طبق مقررات سند مالکیت صادر خواهد شد. <box>31 542 165 611</box>
notice-dates: تاریخ انتشار نوبت اول: ۱۳۹۸/۲/۱۰ تاریخ انتشار نوبت دوم: ۱۳۹۸/۲/۲۴ <box>474 667 605 673</box>
notice-title: آگهی موضوع ماده ۳ قانون و ماده ۱۳ آیین نامه قانون تعیین تکلیف وضعیت ثبتی و اراضی و ساختمان های فاقد سند رسمی <box>33 657 162 668</box>
notice-box-c1 <box>320 57 455 190</box>
deed-delivery-notice-box <box>173 565 316 805</box>
notice-dates: تاریخ انتشار نوبت سوم: ۱۳۹۸/۳/۷ <box>542 674 605 680</box>
notice-dates: تاریخ انتشار نوبت اول: ۱۳۹۸/۲/۱۰ <box>387 836 450 842</box>
notice-dates: تاریخ انتشار نوبت اول: ۱۳۹۸/۲/۹ تاریخ انتشار نوبت دوم: ۱۳۹۸/۲/۲۴ <box>341 161 450 173</box>
notice-signature: رامهرمز <box>178 533 194 539</box>
notice-body: برابر رای شماره ۱۳۹۷۶۰۳۱۸۰۱۸۰۱۲ مورخ ۱۳۹۷/۸/۷ هیات موضوع قانون تعیین تکلیف وضعیت ثبتی اراضی و ساختمانهای فاقد سند رسمی مستقر در واحد ثبت اسناد صومعه سرا تصرفات مالکانه بلامعارض متقاضی آقای حسن علی وثاق فرزند عین اله به شماره شناسنامه ۳ صادره از تالش در ششدانگ یک قطعه زمین مشتمل بر یکباب خانه به مساحت ۲۱۴ مترمربع پلاک ۲۱۵۸ فرعی از ۳۱ اصلی مفروز و مجزی شده از پلاک ۴۹۲ واقع در قریه عباسر بخش ۲۵ گیلان خریداری از سید جواد صالح عیاری محرز گردیده است. لذا به منظور اطلاع عموم مراتب در دو نوبت به فاصله ۱۵ روز آگهی می شود چنانچه اشخاصی نسبت به صدور سند مالکیت متقاضی بشرح مذکور اعتراض داشته باشد می توانند از تاریخ اولین انتشار آگهی بمدت ۲ ماه اعتراض خود را به این اداره تسلیم و پس از اخذ رسید ظرف مدت یک ماه از تسلیم اعتراض دادخواست خود را به مراجع قضایی تقدیم نمایند. بدیهی است در صورت انقضای مدت مذکور و عدم وصول اعتراض مدت مذکور در غیر اینصورت پس از انقضای مدت مذکور طبق مقررات سند مالکیت صادر خواهد شد. <box>463 522 606 591</box>
